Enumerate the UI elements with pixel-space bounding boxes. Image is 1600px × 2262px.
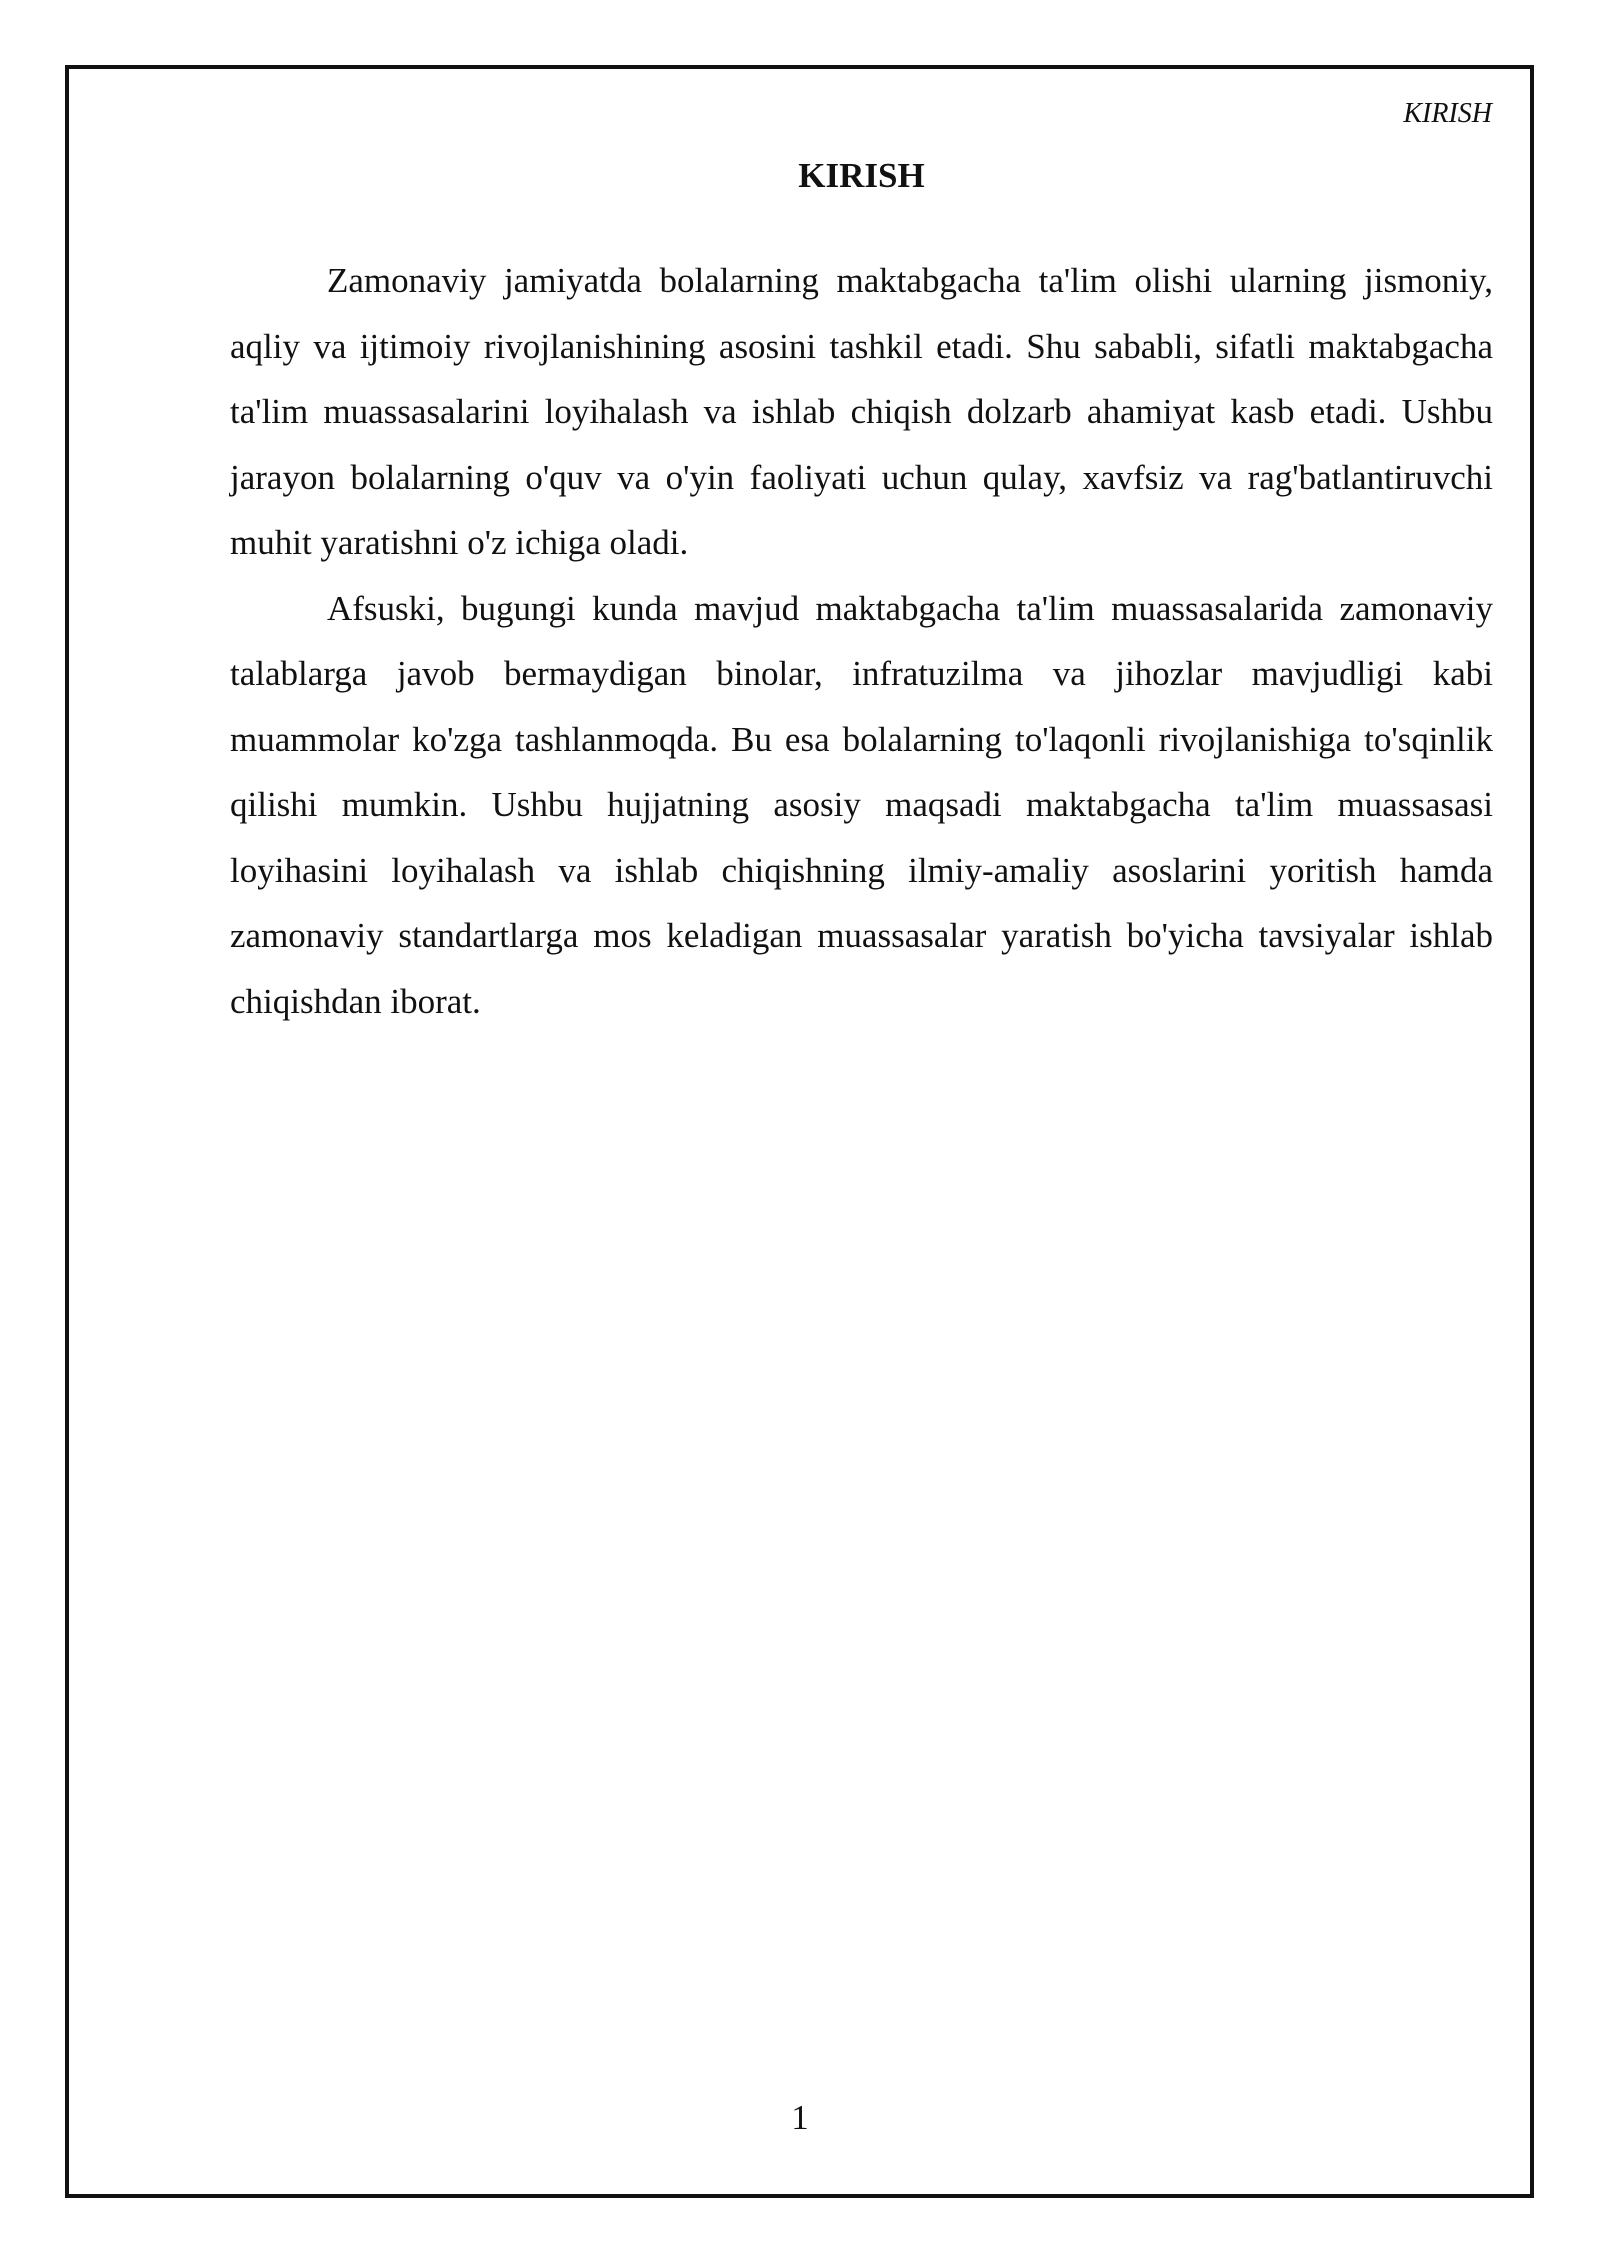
paragraph: Afsuski, bugungi kunda mavjud maktabgacha ta'lim muassasalarida zamonaviy talablarga javob bermaydigan binolar, infratuzilma va jihozlar mavjudligi kabi muammolar ko'zga tashlanmoqda. Bu esa bolalarning to'laqonli rivojlanishiga to'sqinlik qilishi mumkin. Ushbu hujjatning asosiy maqsadi maktabgacha ta'lim muassasasi loyihasini loyihalash va ishlab chiqishning ilmiy-amaliy asoslarini yoritish hamda zamonaviy standartlarga mos keladigan muassasalar yaratish bo'yicha tavsiyalar ishlab chiqishdan iborat. [230, 588, 1493, 1021]
page-number: 1 [791, 2098, 809, 2137]
document-body [230, 248, 1493, 1034]
paragraph: Zamonaviy jamiyatda bolalarning maktabgacha ta'lim olishi ularning jismoniy, aqliy va ijtimoiy rivojlanishining asosini tashkil etadi. Shu sababli, sifatli maktabgacha ta'lim muassasalarini loyihalash va ishlab chiqish dolzarb ahamiyat kasb etadi. Ushbu jarayon bolalarning o'quv va o'yin faoliyati uchun qulay, xavfsiz va rag'batlantiruvchi muhit yaratishni o'z ichiga oladi. [230, 261, 1493, 562]
page-title: KIRISH [798, 156, 925, 195]
running-header: KIRISH [1403, 98, 1492, 129]
